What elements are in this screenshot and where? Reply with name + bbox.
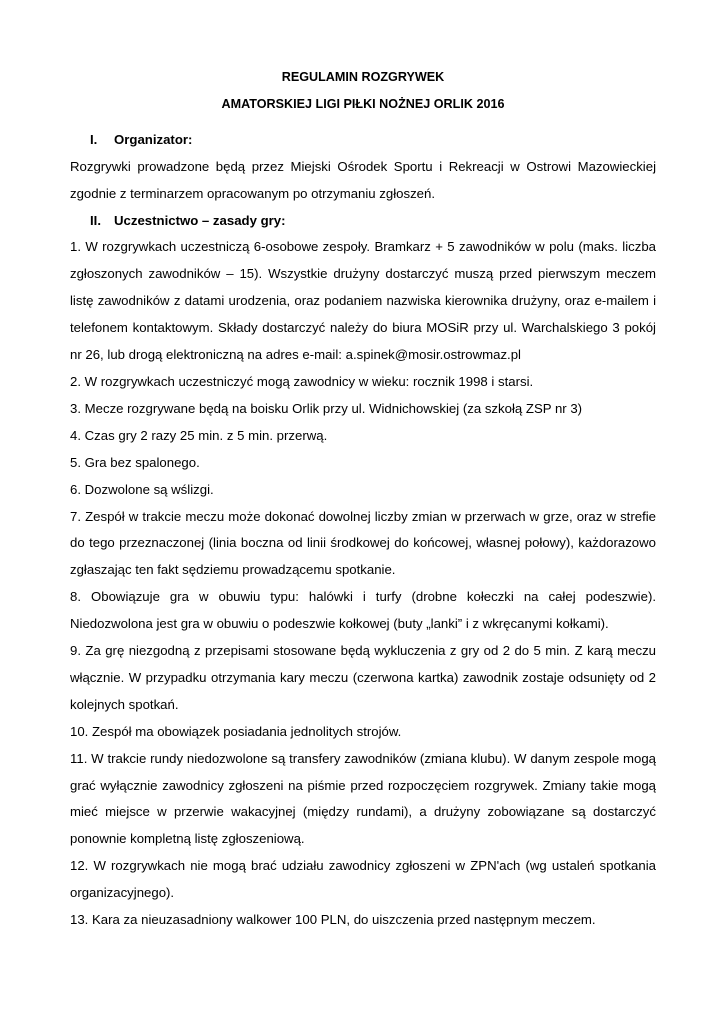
rule-8: 8. Obowiązuje gra w obuwiu typu: halówki i turfy (drobne kołeczki na całej podeszwie). Niedozwolona jest gra w obuwiu o podeszwie kołkowej (buty „lanki” i z wkręcanymi kołkami). — [70, 589, 656, 632]
rule-12: 12. W rozgrywkach nie mogą brać udziału zawodnicy zgłoszeni w ZPN'ach (wg ustaleń spotkania organizacyjnego). — [70, 858, 656, 901]
paragraph-organizer: Rozgrywki prowadzone będą przez Miejski Ośrodek Sportu i Rekreacji w Ostrowi Mazowieckiej zgodnie z terminarzem opracowanym po otrzymaniu zgłoszeń. — [70, 158, 656, 201]
section-title: Organizator: — [114, 131, 193, 147]
rule-9: 9. Za grę niezgodną z przepisami stosowane będą wykluczenia z gry od 2 do 5 min. Z karą meczu włącznie. W przypadku otrzymania kary meczu (czerwona kartka) zawodnik zostaje odsunięty od 2 kolejnych spotkań. — [70, 643, 656, 712]
document-subtitle: AMATORSKIEJ LIGI PIŁKI NOŻNEJ ORLIK 2016 — [221, 96, 505, 111]
rule-1: 1. W rozgrywkach uczestniczą 6-osobowe zespoły. Bramkarz + 5 zawodników w polu (maks. liczba zgłoszonych zawodników – 15). Wszystkie drużyny dostarczyć muszą przed pierwszym meczem listę zawodników z datami urodzenia, oraz podaniem nazwiska kierownika drużyny, oraz e-mailem i telefonem kontaktowym. Składy dostarczyć należy do biura MOSiR przy ul. Warchalskiego 3 pokój nr 26, lub drogą elektroniczną na adres e-mail: a.spinek@mosir.ostrowmaz.pl — [70, 239, 656, 363]
rule-11: 11. W trakcie rundy niedozwolone są transfery zawodników (zmiana klubu). W danym zespole mogą grać wyłącznie zawodnicy zgłoszeni na piśmie przed rozpoczęciem rozgrywek. Zmiany takie mogą mieć miejsce w przerwie wakacyjnej (między rundami), a drużyny zobowiązane są dostarczyć ponownie kompletną listę zgłoszeniową. — [70, 750, 656, 847]
rule-4: 4. Czas gry 2 razy 25 min. z 5 min. przerwą. — [70, 427, 328, 443]
rule-3: 3. Mecze rozgrywane będą na boisku Orlik przy ul. Widnichowskiej (za szkołą ZSP nr 3) — [70, 400, 583, 416]
section-title: Uczestnictwo – zasady gry: — [114, 212, 286, 228]
section-number: II. — [90, 212, 101, 228]
section-heading-organizer — [70, 127, 656, 154]
section-number: I. — [90, 131, 98, 147]
document-page — [70, 64, 656, 934]
rule-10: 10. Zespół ma obowiązek posiadania jednolitych strojów. — [70, 723, 402, 739]
rule-2: 2. W rozgrywkach uczestniczyć mogą zawodnicy w wieku: rocznik 1998 i starsi. — [70, 373, 534, 389]
section-heading-participation — [70, 208, 656, 235]
rule-5: 5. Gra bez spalonego. — [70, 454, 200, 470]
document-title: REGULAMIN ROZGRYWEK — [281, 70, 445, 84]
rule-6: 6. Dozwolone są wślizgi. — [70, 481, 214, 497]
rule-7: 7. Zespół w trakcie meczu może dokonać dowolnej liczby zmian w przerwach w grze, oraz w strefie do tego przeznaczonej (linia boczna od linii środkowej do końcowej, własnej połowy), każdorazowo zgłaszając ten fakt sędziemu prowadzącemu spotkanie. — [70, 508, 656, 578]
rule-13: 13. Kara za nieuzasadniony walkower 100 PLN, do uiszczenia przed następnym meczem. — [70, 912, 596, 928]
